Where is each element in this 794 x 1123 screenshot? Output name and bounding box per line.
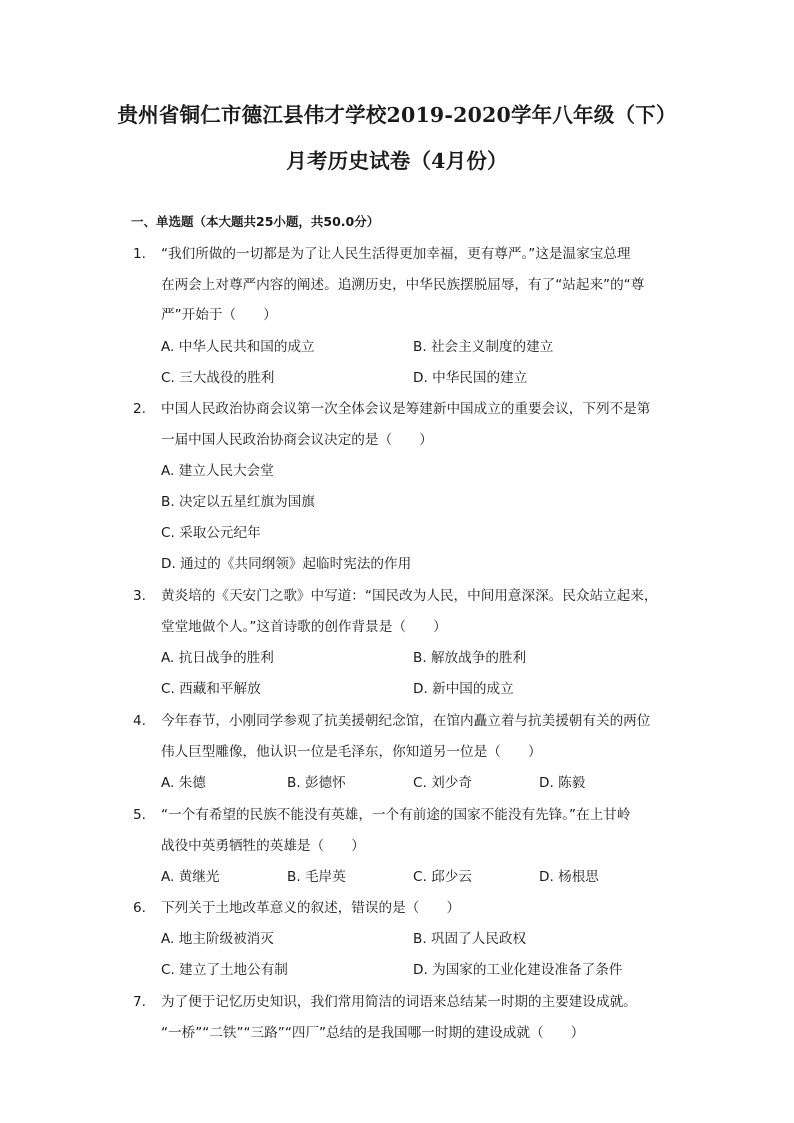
question-text: 黄炎培的《天安门之歌》中写道：“国民改为人民，中间用意深深。民众站立起来，: [161, 588, 658, 604]
option-d[interactable]: D. 中华民国的建立: [413, 370, 528, 386]
question-number: 2.: [133, 401, 146, 417]
question-text: “我们所做的一切都是为了让人民生活得更加幸福，更有尊严。”这是温家宝总理: [161, 246, 631, 262]
page-title-line2: 月考历史试卷（4月份）: [286, 149, 508, 173]
question-number: 5.: [133, 807, 146, 823]
option-b[interactable]: B. 彭德怀: [287, 775, 346, 791]
question-text: 伟人巨型雕像，他认识一位是毛泽东，你知道另一位是（ ）: [161, 744, 542, 760]
question-text: “一桥”“二铁”“三路”“四厂”总结的是我国哪一时期的建设成就（ ）: [161, 1025, 585, 1041]
option-b[interactable]: B. 决定以五星红旗为国旗: [161, 494, 315, 510]
question-text: 严”开始于（ ）: [161, 307, 277, 323]
question-text: 一届中国人民政治协商会议决定的是（ ）: [161, 432, 433, 448]
option-b[interactable]: B. 解放战争的胜利: [413, 650, 527, 666]
option-a[interactable]: A. 中华人民共和国的成立: [161, 339, 315, 355]
question-text: 在两会上对尊严内容的阐述。追溯历史，中华民族摆脱屈辱，有了“站起来”的“尊: [161, 277, 645, 293]
question-number: 7.: [133, 994, 146, 1010]
option-c[interactable]: C. 西藏和平解放: [161, 681, 261, 697]
option-c[interactable]: C. 三大战役的胜利: [161, 370, 275, 386]
question-text: 今年春节，小刚同学参观了抗美援朝纪念馆，在馆内矗立着与抗美援朝有关的两位: [161, 713, 651, 729]
option-d[interactable]: D. 通过的《共同纲领》起临时宪法的作用: [161, 556, 412, 572]
option-d[interactable]: D. 新中国的成立: [413, 681, 514, 697]
question-text: 为了便于记忆历史知识，我们常用简洁的词语来总结某一时期的主要建设成就。: [161, 994, 637, 1010]
option-c[interactable]: C. 建立了土地公有制: [161, 962, 288, 978]
option-c[interactable]: C. 邱少云: [413, 869, 472, 885]
question-text: “一个有希望的民族不能没有英雄，一个有前途的国家不能没有先锋。”在上甘岭: [161, 807, 631, 823]
question-text: 中国人民政治协商会议第一次全体会议是筹建新中国成立的重要会议，下列不是第: [161, 401, 651, 417]
option-c[interactable]: C. 刘少奇: [413, 775, 472, 791]
question-number: 4.: [133, 713, 146, 729]
question-text: 战役中英勇牺牲的英雄是（ ）: [161, 838, 365, 854]
option-b[interactable]: B. 巩固了人民政权: [413, 931, 527, 947]
option-d[interactable]: D. 杨根思: [539, 869, 599, 885]
question-text: 堂堂地做个人。”这首诗歌的创作背景是（ ）: [161, 619, 447, 635]
question-number: 3.: [133, 588, 146, 604]
section-heading: 一、单选题（本大题共25小题，共50.0分）: [131, 214, 380, 229]
option-c[interactable]: C. 采取公元纪年: [161, 525, 261, 541]
option-d[interactable]: D. 为国家的工业化建设准备了条件: [413, 962, 623, 978]
question-number: 6.: [133, 900, 146, 916]
option-a[interactable]: A. 抗日战争的胜利: [161, 650, 274, 666]
option-d[interactable]: D. 陈毅: [539, 775, 586, 791]
option-a[interactable]: A. 黄继光: [161, 869, 220, 885]
option-b[interactable]: B. 社会主义制度的建立: [413, 339, 554, 355]
option-a[interactable]: A. 朱德: [161, 775, 206, 791]
option-b[interactable]: B. 毛岸英: [287, 869, 346, 885]
option-a[interactable]: A. 地主阶级被消灭: [161, 931, 274, 947]
option-a[interactable]: A. 建立人民大会堂: [161, 463, 274, 479]
question-number: 1.: [133, 246, 146, 262]
page-title-line1: 贵州省铜仁市德江县伟才学校2019-2020学年八年级（下）: [117, 103, 677, 127]
question-text: 下列关于土地改革意义的叙述，错误的是（ ）: [161, 900, 461, 916]
